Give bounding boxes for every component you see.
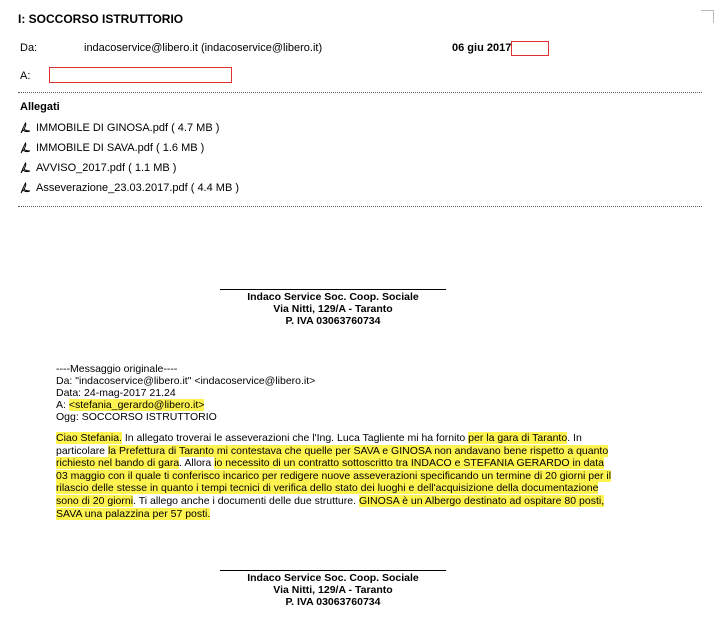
original-to-row [56,399,204,411]
original-subject-row [56,411,217,423]
signature-vat: P. IVA 03063760734 [285,315,381,327]
signature-rule [220,289,446,290]
signature-rule [220,570,446,571]
body-text-4: . Ti allego anche i documenti delle due strutture. [133,494,359,507]
from-label: Da: [20,42,38,54]
body-text-2: . In particolare [56,432,582,457]
attachment-item[interactable] [20,182,239,194]
header-divider [18,92,702,93]
original-to-value: <stefania_gerardo@libero.it> [68,399,205,411]
original-date-row [56,387,176,399]
signature-vat: P. IVA 03063760734 [285,596,381,608]
original-from-row [56,375,315,387]
body-highlight-2: la Prefettura di Taranto mi contestava che quelle per SAVA e GINOSA non andavano bene rispetto a quanto richiesto nel bando di gara [56,444,609,470]
attachment-name: IMMOBILE DI GINOSA.pdf ( 4.7 MB ) [36,122,220,134]
signature-company: Indaco Service Soc. Coop. Sociale [247,291,419,303]
message-body [56,432,616,520]
original-subject-label: Ogg: [56,411,79,423]
pdf-icon [20,122,31,134]
attachment-item[interactable] [20,142,204,154]
body-text-3: . Allora [179,457,215,470]
email-date: 06 giu 2017 [452,42,512,54]
attachment-item[interactable] [20,162,176,174]
email-subject: I: SOCCORSO ISTRUTTORIO [18,12,184,26]
redacted-time-box [511,41,549,56]
body-text-1: In allegato troverai le asseverazioni che l'Ing. Luca Tagliente mi ha fornito [121,432,469,444]
attachments-title: Allegati [20,101,60,113]
original-from-label: Da: [56,375,73,387]
original-date-label: Data: [56,387,82,399]
signature-address: Via Nitti, 129/A - Taranto [273,303,393,315]
from-value: indacoservice@libero.it (indacoservice@libero.it) [84,42,323,54]
pdf-icon [20,162,31,174]
original-date-value: 24-mag-2017 21.24 [84,387,176,399]
original-to-label: A: [56,399,66,411]
signature-block [220,291,446,327]
pdf-icon [20,142,31,154]
attachment-name: Asseverazione_23.03.2017.pdf ( 4.4 MB ) [36,182,240,194]
signature-block [220,572,446,608]
body-highlight-4: GINOSA è un Albergo destinato ad ospitare 80 posti, SAVA una palazzina per 57 posti. [56,494,605,520]
signature-address: Via Nitti, 129/A - Taranto [273,584,393,596]
attachments-divider [18,206,702,207]
body-highlight-1: per la gara di Taranto [468,432,568,444]
original-message-header: ----Messaggio originale---- [56,363,178,375]
original-subject-value: SOCCORSO ISTRUTTORIO [81,411,217,423]
page-corner-mark [701,10,714,23]
attachment-name: IMMOBILE DI SAVA.pdf ( 1.6 MB ) [36,142,205,154]
signature-company: Indaco Service Soc. Coop. Sociale [247,572,419,584]
body-highlight-3: io necessito di un contratto sottoscritto tra INDACO e STEFANIA GERARDO in data 03 maggio con il quale ti conferisco incarico per redigere nuove asseverazioni specificando un termine di 20 giorni per il rilascio delle stesse in quanto i tempi tecnici di verifica dello stato dei luoghi e dell'acquisizione della documentazione sono di 20 giorni [56,457,612,507]
attachment-name: AVVISO_2017.pdf ( 1.1 MB ) [36,162,177,174]
pdf-icon [20,182,31,194]
to-label: A: [20,70,31,82]
attachment-item[interactable] [20,122,219,134]
redacted-recipient-box [49,67,232,83]
body-greeting: Ciao Stefania. [56,432,122,444]
original-from-value: "indacoservice@libero.it" <indacoservice@libero.it> [75,375,316,387]
